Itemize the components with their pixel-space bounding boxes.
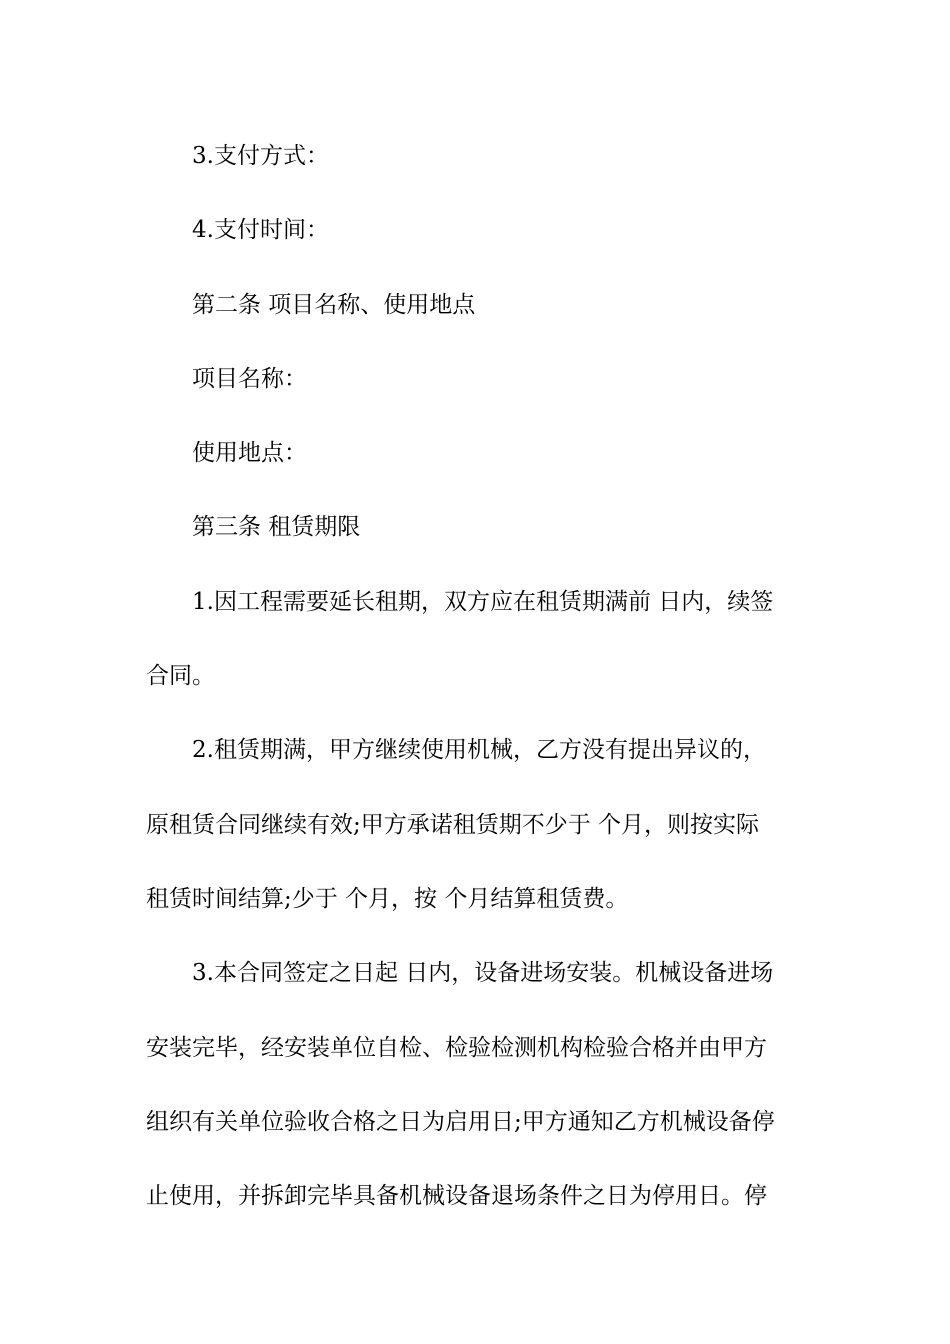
text-line: 项目名称： (192, 365, 307, 392)
text-line: 安装完毕，经安装单位自检、检验检测机构检验合格并由甲方 (146, 1034, 767, 1061)
paragraph-clause-3-2 (146, 713, 806, 936)
text-line: 第三条 租赁期限 (192, 514, 361, 541)
article-3-heading (146, 490, 806, 564)
paragraph-use-location (146, 416, 806, 490)
text-line: 使用地点： (192, 440, 307, 467)
paragraph-project-name (146, 342, 806, 416)
text-line: 组织有关单位验收合格之日为启用日;甲方通知乙方机械设备停 (146, 1108, 775, 1135)
paragraph-clause-3-3 (146, 936, 806, 1233)
text-line: 2.租赁期满，甲方继续使用机械，乙方没有提出异议的， (192, 737, 766, 764)
paragraph-payment-time (146, 193, 806, 267)
text-line: 3.本合同签定之日起 日内，设备进场安装。机械设备进场 (192, 960, 774, 987)
text-line: 3.支付方式： (192, 143, 329, 169)
text-line: 第二条 项目名称、使用地点 (192, 291, 476, 318)
document-body (146, 119, 806, 1233)
text-line: 4.支付时间： (192, 217, 329, 244)
paragraph-clause-3-1 (146, 565, 806, 714)
paragraph-payment-method (146, 119, 806, 193)
text-line: 租赁时间结算;少于 个月，按 个月结算租赁费。 (146, 885, 629, 912)
text-line: 1.因工程需要延长租期，双方应在租赁期满前 日内，续签 (192, 588, 774, 615)
text-line: 原租赁合同继续有效;甲方承诺租赁期不少于 个月，则按实际 (146, 811, 760, 838)
text-line: 合同。 (146, 663, 215, 690)
article-2-heading (146, 268, 806, 342)
text-line: 止使用，并拆卸完毕具备机械设备退场条件之日为停用日。停 (146, 1183, 767, 1210)
